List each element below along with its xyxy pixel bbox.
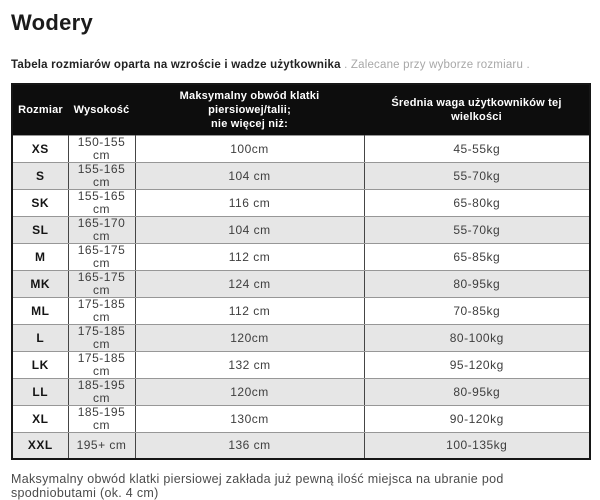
cell-size: SK <box>12 190 68 217</box>
cell-size: L <box>12 325 68 352</box>
page-title: Wodery <box>11 10 94 35</box>
intro-text <box>11 58 589 72</box>
cell-chest: 116 cm <box>135 190 364 217</box>
cell-chest: 112 cm <box>135 298 364 325</box>
size-table-body <box>12 136 590 460</box>
cell-weight: 70-85kg <box>364 298 590 325</box>
cell-chest: 120cm <box>135 379 364 406</box>
header-size: Rozmiar <box>12 84 68 136</box>
size-table <box>11 83 591 460</box>
table-row <box>12 352 590 379</box>
header-height: Wysokość <box>68 84 135 136</box>
cell-weight: 55-70kg <box>364 217 590 244</box>
cell-chest: 104 cm <box>135 163 364 190</box>
cell-weight: 100-135kg <box>364 433 590 460</box>
cell-height: 155-165 cm <box>68 190 135 217</box>
cell-size: LL <box>12 379 68 406</box>
cell-height: 185-195 cm <box>68 379 135 406</box>
cell-size: XS <box>12 136 68 163</box>
cell-size: XL <box>12 406 68 433</box>
footnote: Maksymalny obwód klatki piersiowej zakłada już pewną ilość miejsca na ubranie pod spodniobutami (ok. 4 cm) <box>11 472 504 500</box>
cell-size: XXL <box>12 433 68 460</box>
cell-weight: 65-80kg <box>364 190 590 217</box>
cell-height: 155-165 cm <box>68 163 135 190</box>
cell-size: S <box>12 163 68 190</box>
cell-height: 185-195 cm <box>68 406 135 433</box>
cell-chest: 104 cm <box>135 217 364 244</box>
header-chest-line2: nie więcej niż: <box>211 118 288 130</box>
size-table-header <box>12 84 590 136</box>
cell-height: 175-185 cm <box>68 325 135 352</box>
table-row <box>12 163 590 190</box>
cell-height: 150-155 cm <box>68 136 135 163</box>
cell-height: 195+ cm <box>68 433 135 460</box>
cell-size: LK <box>12 352 68 379</box>
header-chest-line1: Maksymalny obwód klatki piersiowej/talii; <box>179 90 320 116</box>
table-row <box>12 217 590 244</box>
table-row <box>12 379 590 406</box>
cell-chest: 132 cm <box>135 352 364 379</box>
table-row <box>12 244 590 271</box>
table-row <box>12 271 590 298</box>
cell-weight: 80-100kg <box>364 325 590 352</box>
cell-weight: 55-70kg <box>364 163 590 190</box>
table-row <box>12 190 590 217</box>
cell-height: 165-175 cm <box>68 271 135 298</box>
cell-height: 175-185 cm <box>68 298 135 325</box>
cell-height: 165-170 cm <box>68 217 135 244</box>
cell-height: 175-185 cm <box>68 352 135 379</box>
cell-size: ML <box>12 298 68 325</box>
cell-weight: 95-120kg <box>364 352 590 379</box>
intro-bold-text: Tabela rozmiarów oparta na wzroście i wadze użytkownika <box>11 59 341 71</box>
intro-muted-text: . Zalecane przy wyborze rozmiaru . <box>340 59 530 71</box>
header-chest <box>135 84 364 136</box>
cell-chest: 112 cm <box>135 244 364 271</box>
cell-chest: 120cm <box>135 325 364 352</box>
header-weight: Średnia waga użytkowników tej wielkości <box>364 84 590 136</box>
cell-height: 165-175 cm <box>68 244 135 271</box>
cell-chest: 100cm <box>135 136 364 163</box>
table-row <box>12 298 590 325</box>
cell-size: M <box>12 244 68 271</box>
table-row <box>12 406 590 433</box>
table-row <box>12 433 590 460</box>
cell-weight: 80-95kg <box>364 379 590 406</box>
table-row <box>12 325 590 352</box>
header-row <box>12 84 590 136</box>
cell-weight: 80-95kg <box>364 271 590 298</box>
cell-weight: 45-55kg <box>364 136 590 163</box>
cell-chest: 124 cm <box>135 271 364 298</box>
table-row <box>12 136 590 163</box>
cell-weight: 90-120kg <box>364 406 590 433</box>
cell-weight: 65-85kg <box>364 244 590 271</box>
cell-size: MK <box>12 271 68 298</box>
cell-size: SL <box>12 217 68 244</box>
cell-chest: 136 cm <box>135 433 364 460</box>
cell-chest: 130cm <box>135 406 364 433</box>
